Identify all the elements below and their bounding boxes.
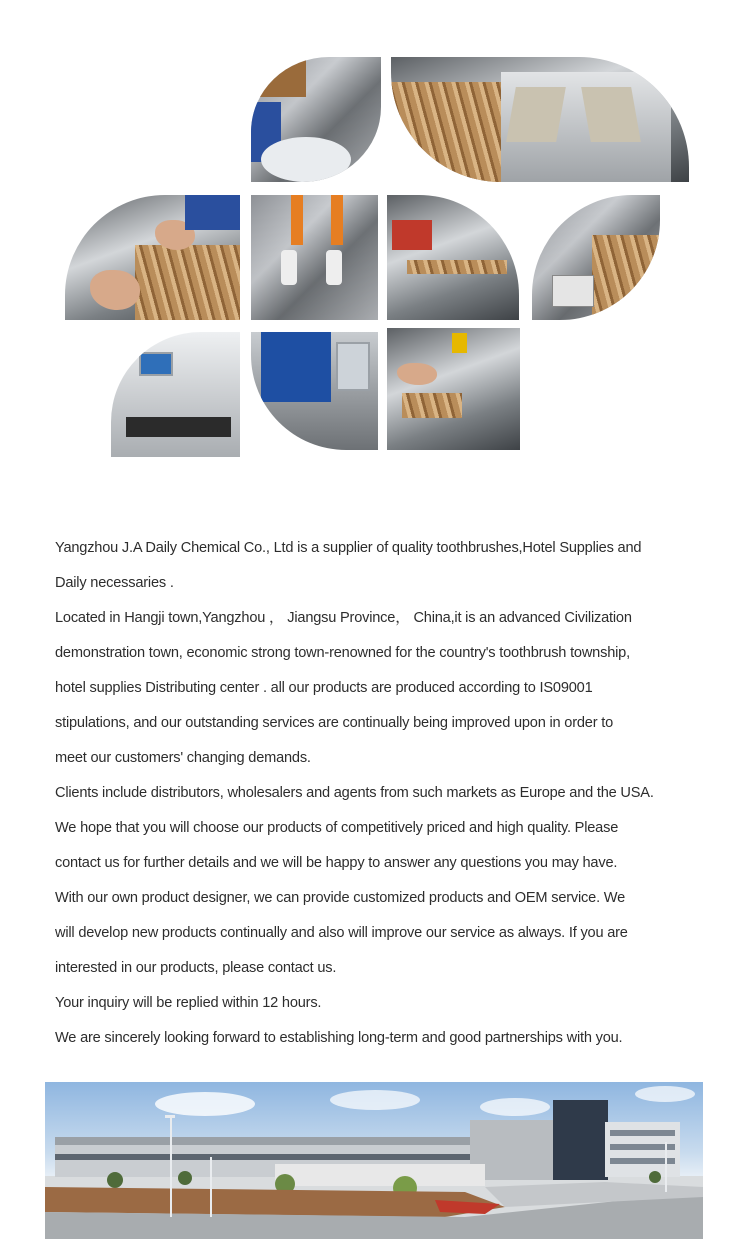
about-line: meet our customers' changing demands. [55,750,311,766]
production-photo-1 [251,57,381,182]
factory-illustration [45,1082,703,1239]
production-photo-2 [391,57,689,182]
production-photo-9 [387,328,520,450]
about-line: contact us for further details and we will be happy to answer any questions you may have. [55,855,618,871]
production-photo-6 [532,195,660,320]
production-photo-4 [251,195,378,320]
about-line: demonstration town, economic strong town-renowned for the country's toothbrush township, [55,645,630,661]
about-line: Yangzhou J.A Daily Chemical Co., Ltd is a supplier of quality toothbrushes,Hotel Supplies and [55,540,642,556]
about-line: With our own product designer, we can provide customized products and OEM service. We [55,890,625,906]
about-line: Clients include distributors, wholesalers and agents from such markets as Europe and the USA. [55,785,654,801]
production-photo-7 [111,332,240,457]
about-line: Located in Hangji town,Yangzhou ， Jiangsu Province， China,it is an advanced Civilization [55,610,632,626]
about-line: We are sincerely looking forward to establishing long-term and good partnerships with you. [55,1030,623,1046]
about-line: Your inquiry will be replied within 12 hours. [55,995,322,1011]
about-line: hotel supplies Distributing center . all our products are produced according to IS09001 [55,680,593,696]
about-line: will develop new products continually and also will improve our service as always. If you are [55,925,628,941]
about-line: We hope that you will choose our products of competitively priced and high quality. Please [55,820,619,836]
factory-building-photo [45,1082,703,1239]
production-photo-5 [387,195,519,320]
company-description [55,531,715,1056]
production-photo-8 [251,332,378,450]
production-photo-3 [65,195,240,320]
about-line: stipulations, and our outstanding services are continually being improved upon in order to [55,715,613,731]
about-line: Daily necessaries . [55,575,174,591]
about-line: interested in our products, please contact us. [55,960,337,976]
